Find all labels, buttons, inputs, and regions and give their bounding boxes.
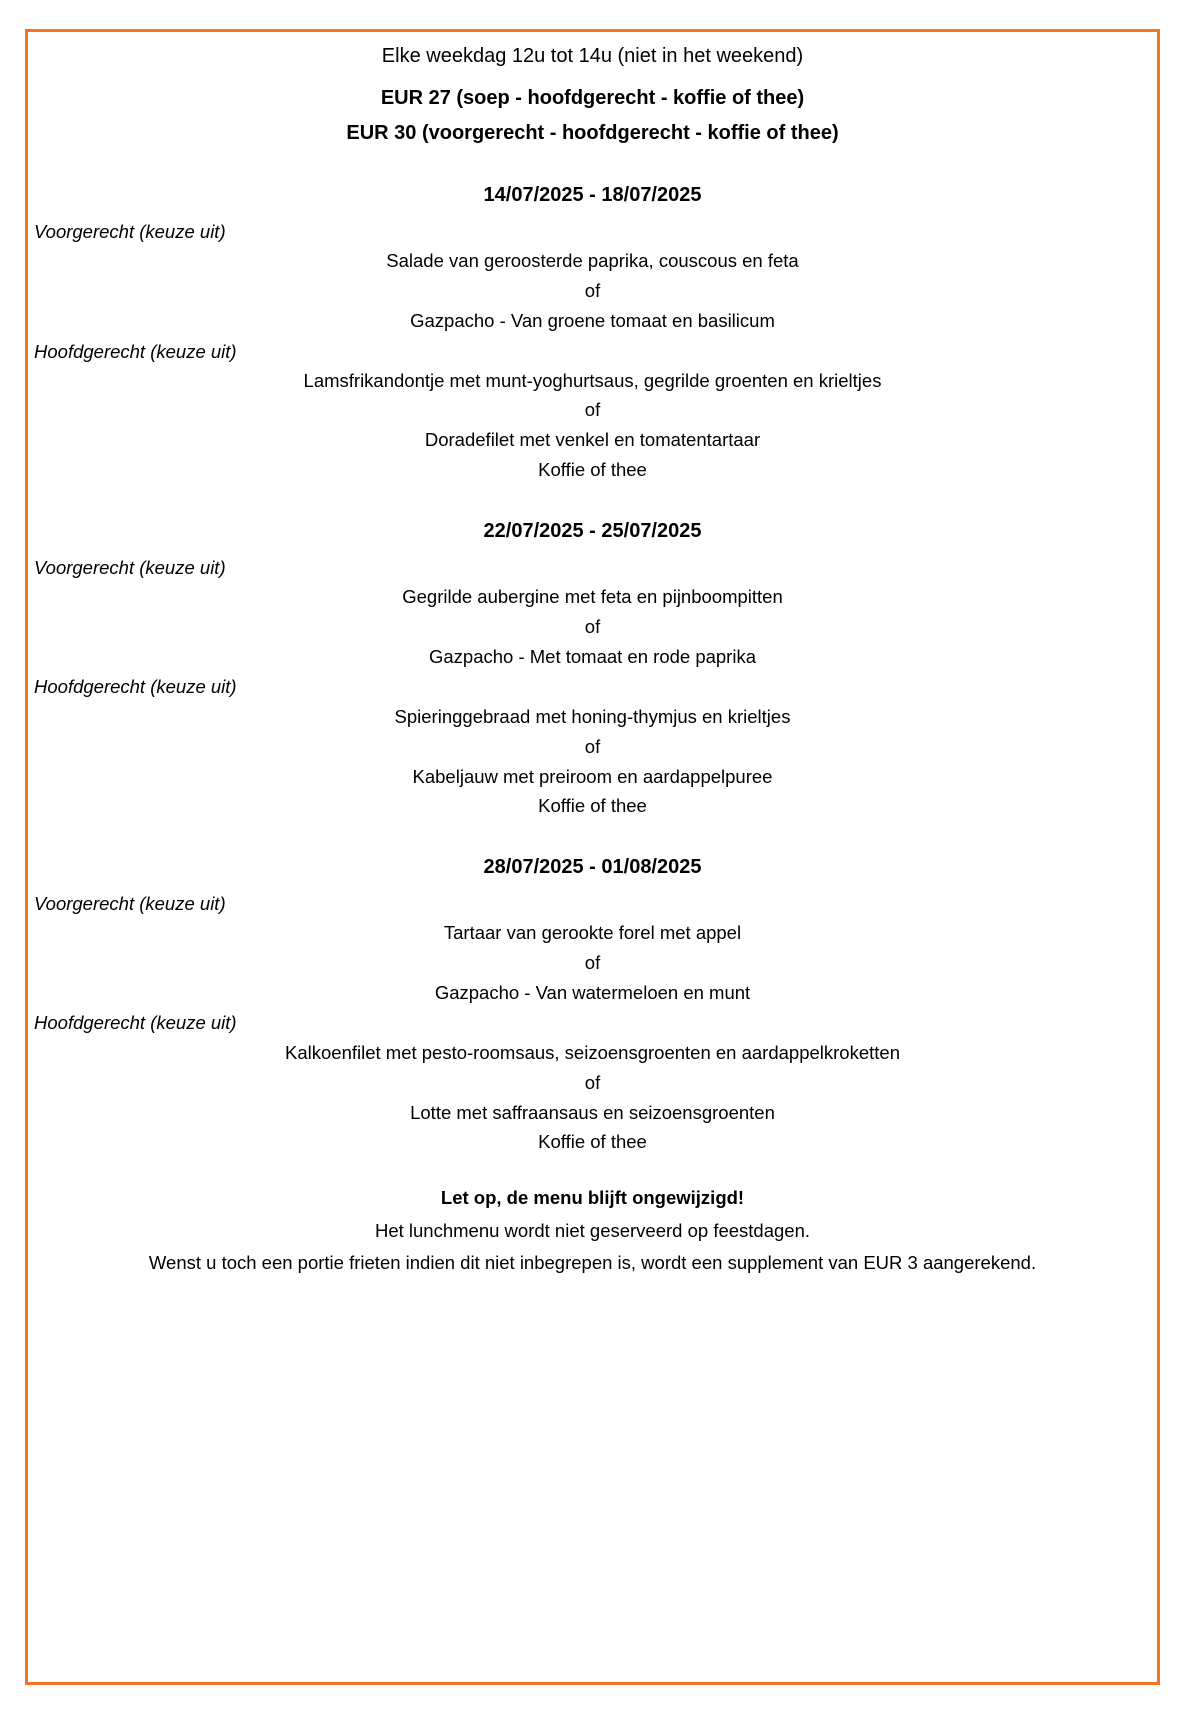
starter-option-1: Tartaar van gerookte forel met appel xyxy=(443,922,742,943)
or-separator: of xyxy=(584,952,601,973)
menu-frame xyxy=(25,29,1160,1685)
or-separator: of xyxy=(584,1072,601,1093)
starter-option-2: Gazpacho - Van groene tomaat en basilicum xyxy=(410,310,775,331)
week-date: 28/07/2025 - 01/08/2025 xyxy=(483,856,702,878)
price-option-2: EUR 30 (voorgerecht - hoofdgerecht - koffie of thee) xyxy=(346,122,839,144)
or-separator: of xyxy=(584,736,601,757)
or-separator: of xyxy=(584,616,601,637)
main-label: Hoofdgerecht (keuze uit) xyxy=(34,676,237,697)
starter-label: Voorgerecht (keuze uit) xyxy=(34,221,226,242)
or-separator: of xyxy=(584,399,601,420)
starter-label: Voorgerecht (keuze uit) xyxy=(34,557,226,578)
fries-supplement-note: Wenst u toch een portie frieten indien dit niet inbegrepen is, wordt een supplement van EUR 3 aangerekend. xyxy=(148,1252,1037,1273)
starter-option-2: Gazpacho - Van watermeloen en munt xyxy=(434,982,751,1003)
drink-line: Koffie of thee xyxy=(538,459,647,480)
drink-line: Koffie of thee xyxy=(538,795,647,816)
starter-option-1: Gegrilde aubergine met feta en pijnboompitten xyxy=(402,586,783,607)
main-label: Hoofdgerecht (keuze uit) xyxy=(34,341,237,362)
main-option-1: Lamsfrikandontje met munt-yoghurtsaus, gegrilde groenten en krieltjes xyxy=(303,370,882,391)
intro-text: Elke weekdag 12u tot 14u (niet in het weekend) xyxy=(381,45,804,67)
main-label: Hoofdgerecht (keuze uit) xyxy=(34,1012,237,1033)
starter-option-1: Salade van geroosterde paprika, couscous en feta xyxy=(386,250,799,271)
drink-line: Koffie of thee xyxy=(538,1131,647,1152)
notice-heading: Let op, de menu blijft ongewijzigd! xyxy=(440,1187,745,1208)
main-option-2: Doradefilet met venkel en tomatentartaar xyxy=(424,429,761,450)
week-date: 22/07/2025 - 25/07/2025 xyxy=(483,520,702,542)
or-separator: of xyxy=(584,280,601,301)
week-date: 14/07/2025 - 18/07/2025 xyxy=(483,184,702,206)
main-option-2: Kabeljauw met preiroom en aardappelpuree xyxy=(412,766,773,787)
main-option-1: Spieringgebraad met honing-thymjus en krieltjes xyxy=(394,706,791,727)
price-option-1: EUR 27 (soep - hoofdgerecht - koffie of thee) xyxy=(380,87,805,109)
main-option-2: Lotte met saffraansaus en seizoensgroenten xyxy=(410,1102,775,1123)
starter-label: Voorgerecht (keuze uit) xyxy=(34,893,226,914)
holiday-note: Het lunchmenu wordt niet geserveerd op feestdagen. xyxy=(374,1220,811,1241)
main-option-1: Kalkoenfilet met pesto-roomsaus, seizoensgroenten en aardappelkroketten xyxy=(285,1042,900,1063)
starter-option-2: Gazpacho - Met tomaat en rode paprika xyxy=(428,646,756,667)
